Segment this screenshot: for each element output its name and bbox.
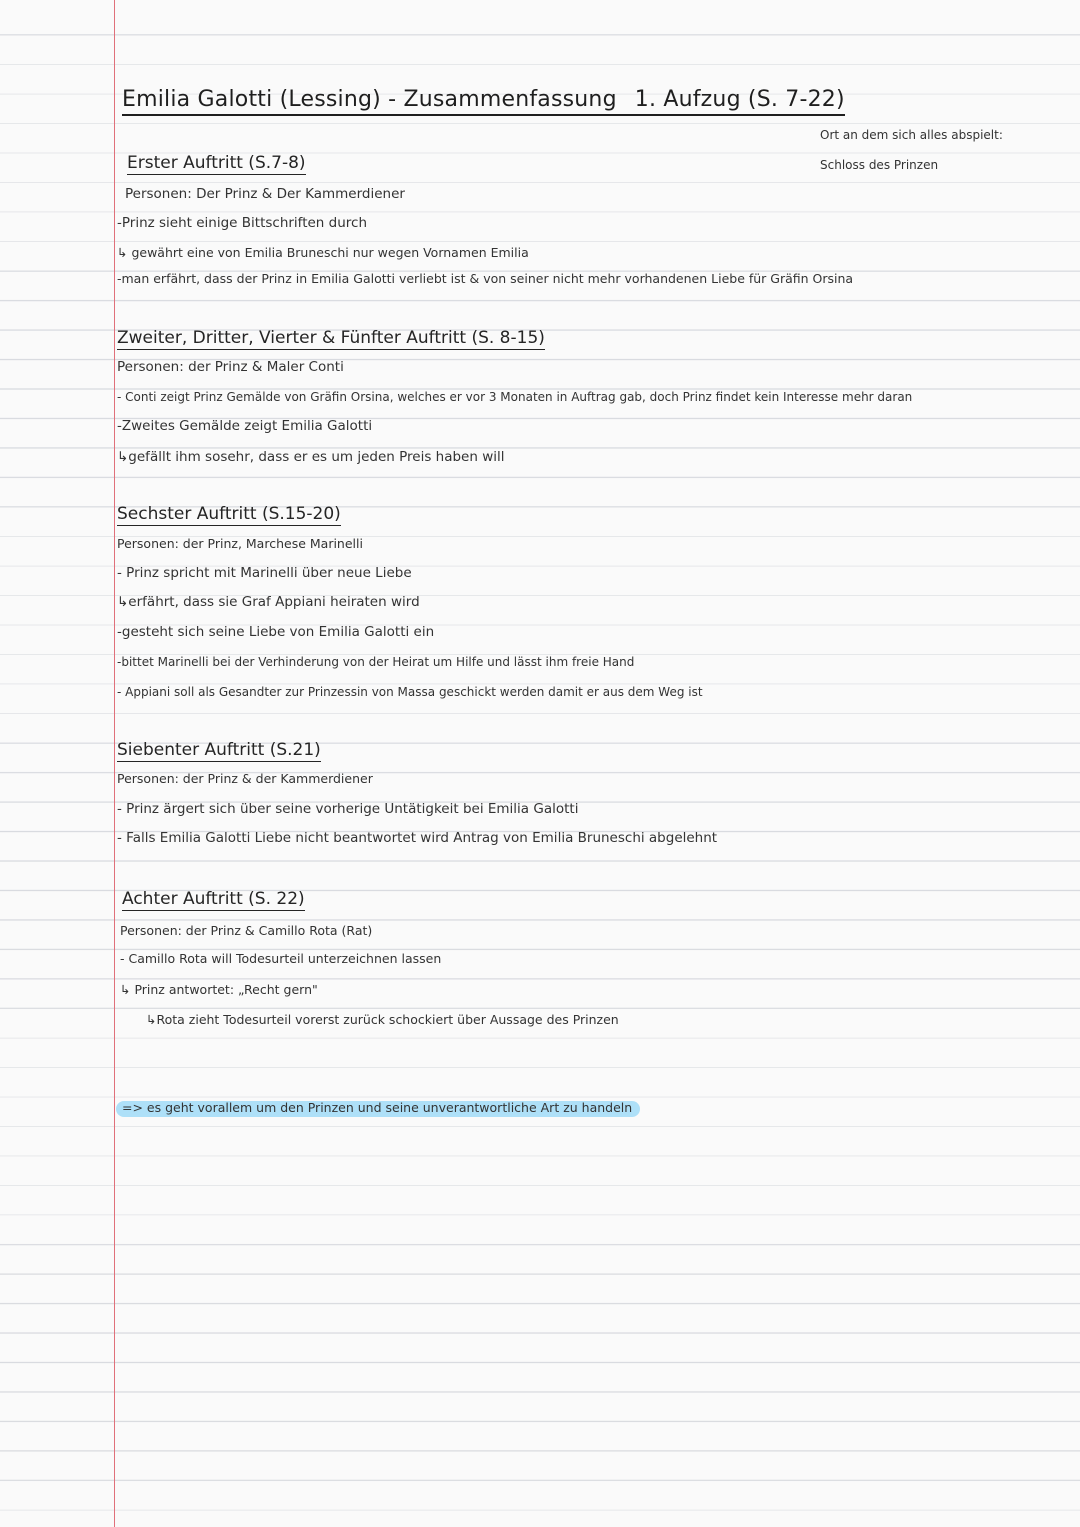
section-3-line: -gesteht sich seine Liebe von Emilia Galotti ein xyxy=(117,624,435,640)
section-persons-3: Personen: der Prinz, Marchese Marinelli xyxy=(117,536,363,551)
margin-line xyxy=(114,0,115,1527)
section-1-line: -Prinz sieht einige Bittschriften durch xyxy=(117,215,368,231)
section-3-line: - Prinz spricht mit Marinelli über neue Liebe xyxy=(117,565,412,581)
section-5-line: ↳Rota zieht Todesurteil vorerst zurück schockiert über Aussage des Prinzen xyxy=(146,1012,619,1027)
section-2-line: -Zweites Gemälde zeigt Emilia Galotti xyxy=(117,418,373,434)
section-3-line: ↳erfährt, dass sie Graf Appiani heiraten wird xyxy=(117,594,420,610)
section-persons-1: Personen: Der Prinz & Der Kammerdiener xyxy=(125,186,405,202)
section-3-line: - Appiani soll als Gesandter zur Prinzessin von Massa geschickt werden damit er aus dem Weg ist xyxy=(117,685,703,699)
section-persons-4: Personen: der Prinz & der Kammerdiener xyxy=(117,771,373,786)
conclusion-highlight: => es geht vorallem um den Prinzen und seine unverantwortliche Art zu handeln xyxy=(116,1101,640,1117)
title-act: 1. Aufzug (S. 7-22) xyxy=(634,87,845,112)
section-heading-2: Zweiter, Dritter, Vierter & Fünfter Auftritt (S. 8-15) xyxy=(117,328,545,348)
section-3-line: -bittet Marinelli bei der Verhinderung von der Heirat um Hilfe und lässt ihm freie Hand xyxy=(117,655,635,669)
setting-value: Schloss des Prinzen xyxy=(820,158,939,172)
setting-label: Ort an dem sich alles abspielt: xyxy=(820,128,1003,142)
section-heading-5: Achter Auftritt (S. 22) xyxy=(122,889,305,909)
section-heading-3: Sechster Auftritt (S.15-20) xyxy=(117,504,341,524)
section-persons-2: Personen: der Prinz & Maler Conti xyxy=(117,359,344,375)
section-5-line: ↳ Prinz antwortet: „Recht gern" xyxy=(120,982,318,997)
section-5-line: - Camillo Rota will Todesurteil unterzeichnen lassen xyxy=(120,951,442,966)
section-heading-1: Erster Auftritt (S.7-8) xyxy=(127,153,306,173)
section-2-line: - Conti zeigt Prinz Gemälde von Gräfin Orsina, welches er vor 3 Monaten in Auftrag gab, doch Prinz findet kein Interesse mehr daran xyxy=(117,390,913,404)
section-4-line: - Falls Emilia Galotti Liebe nicht beantwortet wird Antrag von Emilia Bruneschi abgelehnt xyxy=(117,830,718,846)
section-persons-5: Personen: der Prinz & Camillo Rota (Rat) xyxy=(120,923,373,938)
section-4-line: - Prinz ärgert sich über seine vorherige Untätigkeit bei Emilia Galotti xyxy=(117,801,579,817)
title-main: Emilia Galotti (Lessing) - Zusammenfassung xyxy=(122,87,617,112)
section-1-line: -man erfährt, dass der Prinz in Emilia Galotti verliebt ist & von seiner nicht mehr vorhandenen Liebe für Gräfin Orsina xyxy=(117,271,854,286)
section-heading-4: Siebenter Auftritt (S.21) xyxy=(117,740,321,760)
section-1-line: ↳ gewährt eine von Emilia Bruneschi nur wegen Vornamen Emilia xyxy=(117,245,529,260)
page-title xyxy=(122,89,845,116)
section-2-line: ↳gefällt ihm sosehr, dass er es um jeden Preis haben will xyxy=(117,449,505,465)
